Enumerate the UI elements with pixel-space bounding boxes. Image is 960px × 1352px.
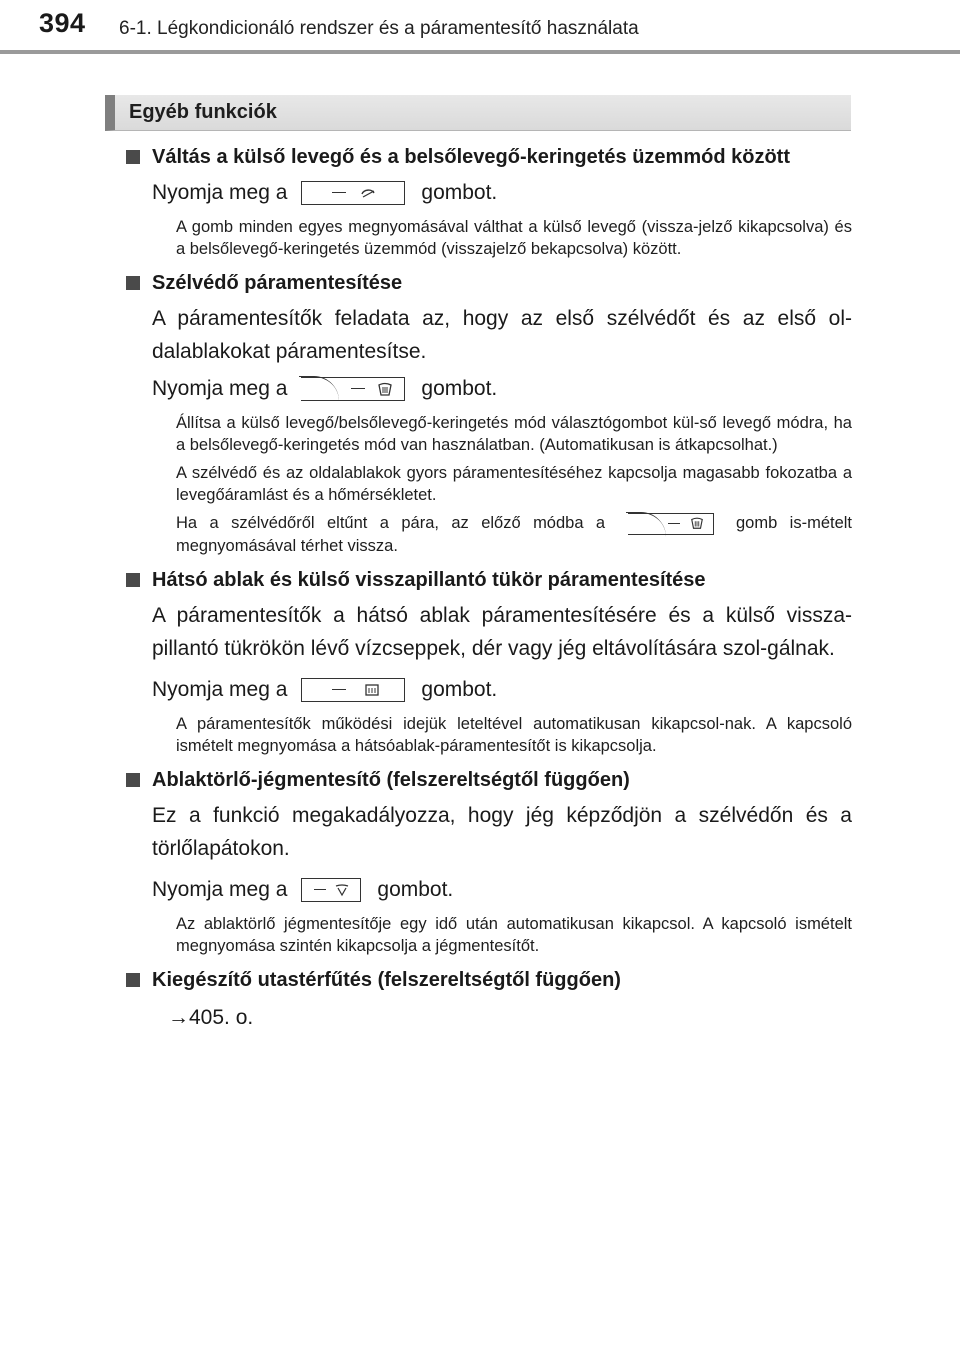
- item-body: A páramentesítők a hátsó ablak páramentesítésére és a külső vissza-pillantó tükrökön lévő vízcseppek, dér vagy jég eltávolítására szol-gálnak.: [152, 603, 852, 660]
- item-heading-text: Hátsó ablak és külső visszapillantó tükör páramentesítése: [152, 568, 706, 591]
- square-bullet-icon: [126, 773, 140, 787]
- windshield-defroster-button: [628, 513, 714, 535]
- indicator-dash: [332, 192, 346, 193]
- indicator-dash: [314, 889, 326, 890]
- square-bullet-icon: [126, 150, 140, 164]
- item-wiper-deicer: [124, 765, 852, 957]
- note-text-before: Ha a szélvédőről eltűnt a pára, az előző módba a: [176, 514, 606, 532]
- note: A gomb minden egyes megnyomásával válthat a külső levegő (vissza-jelző kikapcsolva) és a belsőlevegő-keringetés üzemmód (visszajelző bekapcsolva) között.: [176, 218, 852, 258]
- note: A szélvédő és az oldalablakok gyors páramentesítéséhez kapcsolja magasabb fokozatba a levegőáramlást és a hőmérsékletet.: [176, 464, 852, 504]
- wiper-deicer-button: [301, 878, 361, 902]
- press-suffix: gombot.: [421, 181, 498, 204]
- press-instruction: [124, 176, 852, 210]
- item-heading: [124, 142, 852, 172]
- note-with-button: [124, 512, 852, 557]
- press-suffix: gombot.: [377, 877, 454, 901]
- chapter-title: 6-1. Légkondicionáló rendszer és a páramentesítő használata: [119, 18, 639, 39]
- header-divider: [0, 50, 960, 54]
- note-text-after: gomb is-mételt megnyomásával térhet vissza.: [176, 514, 853, 555]
- note: A páramentesítők működési idejük leteltével automatikusan kikapcsol-nak. A kapcsoló ismételt megnyomása a hátsóablak-páramentesítőt is kikapcsolja.: [176, 714, 852, 755]
- item-body: A páramentesítők feladata az, hogy az első szélvédőt és az első ol-dalablakokat páramentesítse.: [152, 307, 852, 363]
- windshield-defroster-icon: [377, 381, 393, 397]
- press-prefix: Nyomja meg a: [152, 377, 288, 400]
- item-heading: [124, 965, 852, 995]
- item-heading: [124, 765, 852, 795]
- item-auxiliary-heater: [124, 965, 852, 1035]
- windshield-defroster-icon: [690, 516, 704, 530]
- press-suffix: gombot.: [421, 377, 498, 400]
- indicator-dash: [668, 523, 680, 524]
- page-number: 394: [39, 8, 86, 38]
- press-suffix: gombot.: [421, 677, 498, 701]
- item-heading-text: Kiegészítő utastérfűtés (felszereltségtől függően): [152, 968, 621, 991]
- recirculation-button: [301, 181, 405, 205]
- item-heading-text: Ablaktörlő-jégmentesítő (felszereltségtől függően): [152, 768, 630, 791]
- note: Az ablaktörlő jégmentesítője egy idő után automatikusan kikapcsol. A kapcsoló ismételt megnyomása szintén kikapcsolja a jégmentesítőt.: [176, 914, 852, 955]
- item-heading-text: Váltás a külső levegő és a belsőlevegő-keringetés üzemmód között: [152, 146, 790, 168]
- page-reference-link[interactable]: →405. o.: [168, 1005, 254, 1029]
- press-instruction: [124, 873, 852, 907]
- windshield-defroster-button: [301, 377, 405, 401]
- note: Állítsa a külső levegő/belsőlevegő-keringetés mód választógombot kül-ső levegő módra, ha a belsőlevegő-keringetés mód van használatban. (Automatikusan is átkapcsolhat.): [176, 414, 852, 454]
- item-rear-defog: [124, 565, 852, 757]
- item-windshield-defog: [124, 268, 852, 557]
- rear-defogger-button: [301, 678, 405, 702]
- indicator-dash: [351, 388, 365, 389]
- press-prefix: Nyomja meg a: [152, 181, 288, 204]
- square-bullet-icon: [126, 276, 140, 290]
- press-prefix: Nyomja meg a: [152, 677, 288, 701]
- square-bullet-icon: [126, 573, 140, 587]
- item-heading: [124, 565, 852, 595]
- wiper-deicer-icon: [334, 882, 350, 898]
- press-instruction: [124, 372, 852, 406]
- item-heading-text: Szélvédő páramentesítése: [152, 272, 403, 294]
- section-heading-bar: [105, 95, 851, 131]
- square-bullet-icon: [126, 973, 140, 987]
- content-body: [124, 136, 852, 1035]
- item-air-intake: [124, 142, 852, 260]
- item-heading: [124, 268, 852, 298]
- section-title: Egyéb funkciók: [129, 101, 277, 123]
- press-prefix: Nyomja meg a: [152, 877, 288, 901]
- item-body: Ez a funkció megakadályozza, hogy jég képződjön a szélvédőn és a törlőlapátokon.: [152, 803, 852, 860]
- indicator-dash: [332, 689, 346, 690]
- rear-defogger-icon: [364, 682, 380, 698]
- press-instruction: [124, 673, 852, 707]
- recirculation-icon: [360, 185, 376, 201]
